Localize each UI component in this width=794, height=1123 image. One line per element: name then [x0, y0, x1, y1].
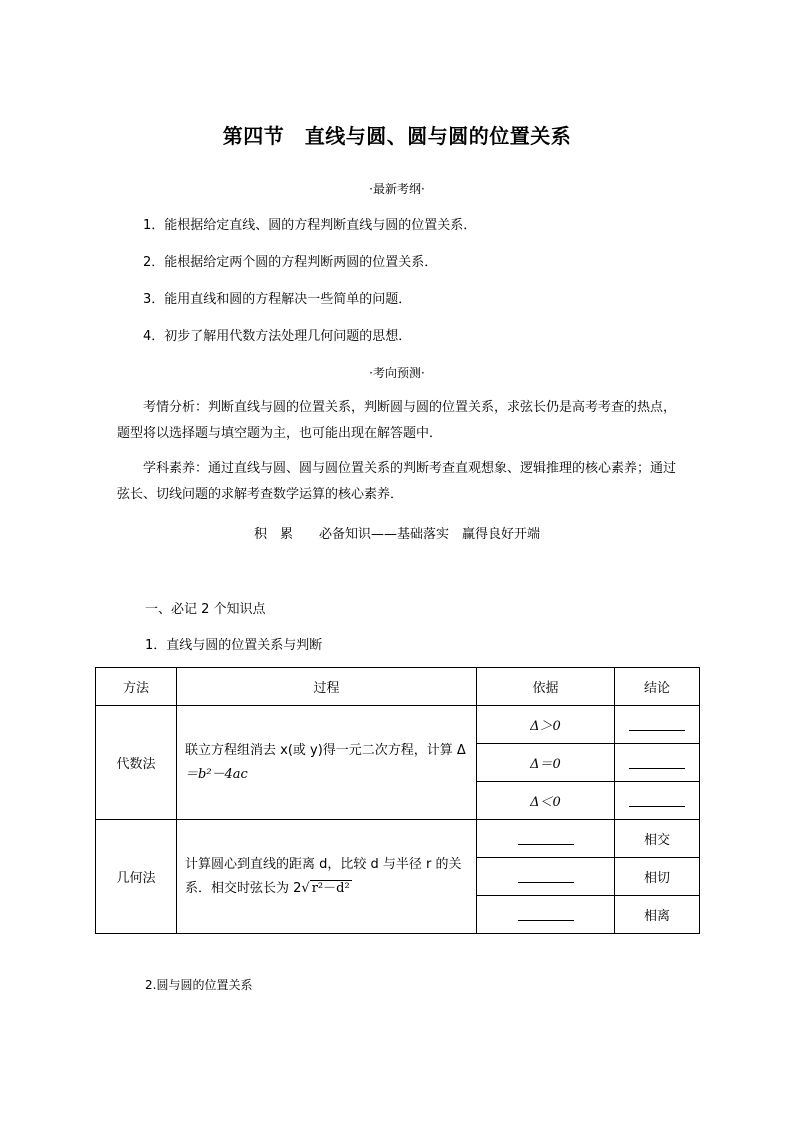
- literacy-paragraph: 学科素养：通过直线与圆、圆与圆位置关系的判断考查直观想象、逻辑推理的核心素养；通过弦长、切线问题的求解考查数学运算的核心素养．: [117, 461, 677, 502]
- table-row: [96, 820, 700, 858]
- basis-blank: [477, 858, 615, 896]
- basis-delta-negative: Δ＜0: [477, 782, 615, 820]
- process-algebra: 联立方程组消去 x(或 y)得一元二次方程，计算 Δ ＝b²－4ac: [177, 706, 477, 820]
- conclusion-blank: [615, 782, 700, 820]
- header-conclusion: 结论: [615, 668, 700, 706]
- conclusion-separate: 相离: [615, 896, 700, 934]
- basis-blank: [477, 896, 615, 934]
- syllabus-item-3: 3．能用直线和圆的方程解决一些简单的问题．: [143, 292, 412, 307]
- method-algebra: 代数法: [96, 706, 177, 820]
- table-row: [96, 706, 700, 744]
- basis-delta-zero: Δ＝0: [477, 744, 615, 782]
- header-process: 过程: [177, 668, 477, 706]
- header-basis: 依据: [477, 668, 615, 706]
- process-geometry: 计算圆心到直线的距离 d，比较 d 与半径 r 的关 系．相交时弦长为 2√ r²－d²: [177, 820, 477, 934]
- section-banner: 积 累 必备知识——基础落实 赢得良好开端: [253, 527, 540, 542]
- subheading-circle-circle: 2.圆与圆的位置关系: [145, 978, 253, 992]
- forecast-heading: ·考向预测·: [369, 366, 425, 380]
- header-method: 方法: [96, 668, 177, 706]
- conclusion-blank: [615, 744, 700, 782]
- page-title: 第四节 直线与圆、圆与圆的位置关系: [222, 124, 572, 148]
- line-circle-table: [95, 667, 700, 934]
- syllabus-item-2: 2．能根据给定两个圆的方程判断两圆的位置关系．: [143, 255, 438, 270]
- basis-delta-positive: Δ＞0: [477, 706, 615, 744]
- basis-blank: [477, 820, 615, 858]
- method-geometry: 几何法: [96, 820, 177, 934]
- syllabus-heading: ·最新考纲·: [369, 182, 425, 196]
- subheading-line-circle: 1．直线与圆的位置关系与判断: [145, 638, 323, 653]
- sqrt-expression: √ r²－d²: [301, 880, 350, 896]
- syllabus-item-1: 1．能根据给定直线、圆的方程判断直线与圆的位置关系．: [143, 218, 477, 233]
- syllabus-item-4: 4．初步了解用代数方法处理几何问题的思想．: [143, 329, 412, 344]
- exam-analysis-paragraph: 考情分析：判断直线与圆的位置关系，判断圆与圆的位置关系，求弦长仍是高考考查的热点，题型将以选择题与填空题为主，也可能出现在解答题中．: [117, 400, 677, 441]
- part-heading: 一、必记 2 个知识点: [145, 602, 266, 617]
- conclusion-blank: [615, 706, 700, 744]
- conclusion-intersect: 相交: [615, 820, 700, 858]
- table-header-row: [96, 668, 700, 706]
- conclusion-tangent: 相切: [615, 858, 700, 896]
